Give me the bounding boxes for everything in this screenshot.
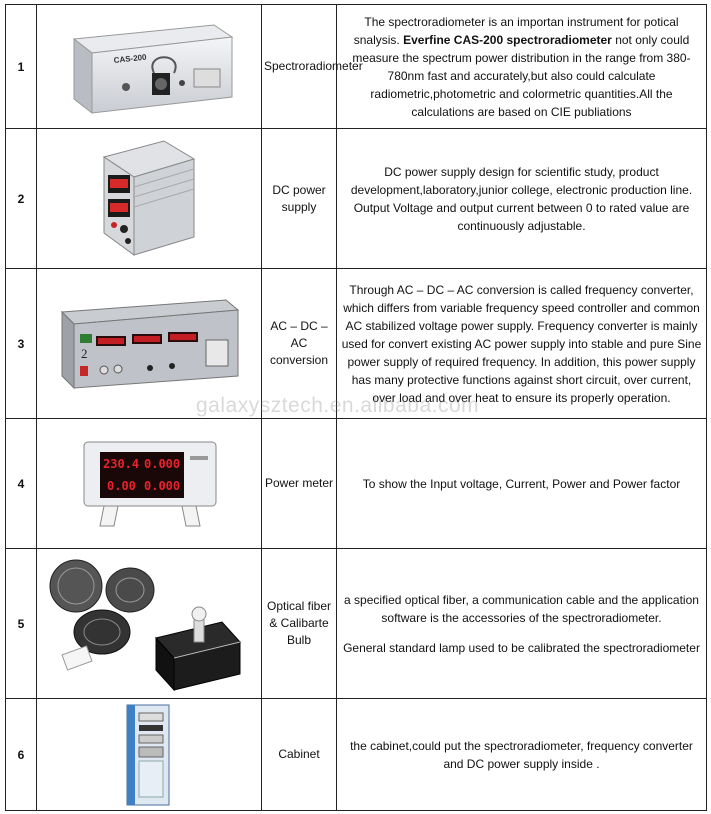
item-name: Optical fiber & Calibarte Bulb [262,549,337,699]
item-description: The spectroradiometer is an importan instrument for potical snalysis. Everfine CAS-200 spectroradiometer not only could measure the spectrum power distribution in the range from 380-780nm fast and accurately,but also could calculate radiometric,photometric and colormetric quantities.All the calculations are based on CIE publiations [337,5,707,129]
item-name: AC – DC – AC conversion [262,269,337,419]
watermark: galaxysztech.en.alibaba.com [196,394,480,417]
brand-name: Everfine CAS-200 spectroradiometer [403,32,612,47]
optical-fiber-bulb-image [37,549,262,699]
device-label: 2 [81,345,88,361]
row-number: 5 [6,549,37,699]
power-factor-display: 0.000 [144,478,181,493]
cabinet-image [37,699,262,811]
spectroradiometer-image [37,5,262,129]
row-number: 3 [6,269,37,419]
table-row [6,419,707,549]
dc-power-supply-image [37,129,262,269]
product-table [5,4,707,811]
item-name: DC power supply [262,129,337,269]
voltage-display: 230.4 [103,456,140,471]
row-number: 4 [6,419,37,549]
item-description: the cabinet,could put the spectroradiometer, frequency converter and DC power supply inside . [337,699,707,811]
table-row [6,699,707,811]
row-number: 6 [6,699,37,811]
row-number: 2 [6,129,37,269]
item-description: To show the Input voltage, Current, Power and Power factor [337,419,707,549]
item-description: a specified optical fiber, a communication cable and the application software is the accessories of the spectroradiometer. General standard lamp used to be calibrated the spectroradiometer [337,549,707,699]
item-name: Cabinet [262,699,337,811]
item-description: DC power supply design for scientific study, product development,laboratory,junior college, electronic production line. Output Voltage and output current between 0 to rated value are continuously adjustable. [337,129,707,269]
item-name: Spectroradiometer [262,5,337,129]
power-display: 0.00 [107,478,136,493]
current-display: 0.000 [144,456,181,471]
device-label: CAS-200 [113,52,147,65]
row-number: 1 [6,5,37,129]
table-row [6,129,707,269]
table-row [6,269,707,419]
power-meter-image [37,419,262,549]
table-row [6,5,707,129]
item-name: Power meter [262,419,337,549]
frequency-converter-image [37,269,262,419]
item-description: Through AC – DC – AC conversion is called frequency converter, which differs from variable frequency speed controller and common AC stabilized voltage power supply. Frequency converter is mainly used for convert existing AC power supply into stable and pure Sine power supply of required frequency. In addition, this power supply has many protective functions against short circuit, over current, over load and over heat to ensure its properly operation. [337,269,707,419]
table-row [6,549,707,699]
